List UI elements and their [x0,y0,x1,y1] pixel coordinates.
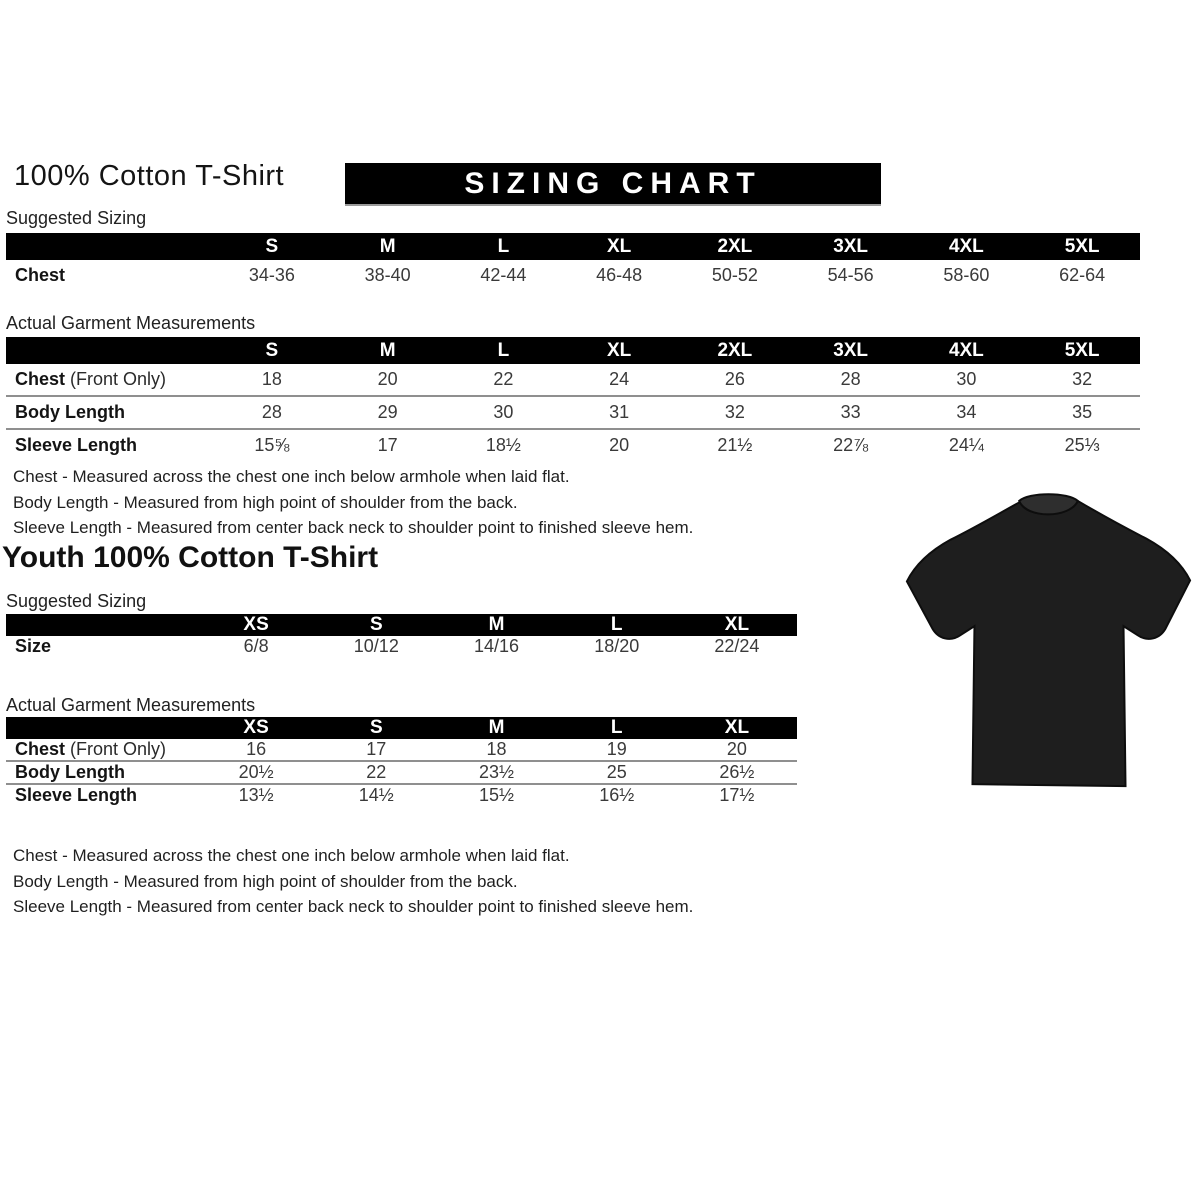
measurement-value-cell: 25 [606,762,627,782]
size-column-header: L [610,717,623,738]
measurement-value-cell: 17 [366,739,387,759]
size-column-header: L [497,235,510,257]
row-label: Chest (Front Only) [15,739,167,759]
measurement-value-cell: 25⅓ [1064,435,1100,455]
measurement-value-cell: 16 [246,739,267,759]
row-label: Body Length [15,762,125,782]
size-column-header: XL [724,614,750,635]
adult-measurement-notes [13,464,693,541]
table-header-row [6,233,1140,260]
size-column-header: XL [606,339,632,361]
black-tshirt-image [897,488,1199,806]
measurement-value-cell: 46-48 [596,265,643,285]
size-column-header: L [497,339,510,361]
measurement-value-cell: 22⅞ [833,435,869,455]
measurement-value-cell: 62-64 [1059,265,1106,285]
measurement-value-cell: 20½ [238,762,274,782]
measurement-value-cell: 26 [724,369,745,389]
row-label: Sleeve Length [15,435,138,455]
youth-actual-measurements-label: Actual Garment Measurements [6,695,256,715]
adult-measurements-table [6,337,1140,461]
sizing-chart-banner [345,163,881,206]
measurement-value-cell: 18½ [485,435,521,455]
table-header-row [6,614,797,636]
measurement-value-cell: 17½ [719,785,755,805]
size-column-header: XS [243,717,269,738]
measurement-value-cell: 34-36 [248,265,295,285]
size-column-header: 2XL [717,339,753,361]
table-row [6,739,797,762]
size-column-header: M [379,339,396,361]
youth-suggested-sizing-label: Suggested Sizing [6,591,147,611]
table-row [6,430,1140,461]
note-chest: Chest - Measured across the chest one inch below armhole when laid flat. [13,846,570,865]
table-row [6,785,797,806]
size-column-header: 2XL [717,235,753,257]
measurement-value-cell: 58-60 [943,265,990,285]
tshirt-body [907,501,1190,786]
size-column-header: S [369,717,383,738]
measurement-value-cell: 35 [1072,402,1093,422]
measurement-value-cell: 20 [609,435,630,455]
note-chest: Chest - Measured across the chest one inch below armhole when laid flat. [13,467,570,486]
measurement-value-cell: 18 [486,739,507,759]
measurement-value-cell: 15½ [478,785,515,805]
measurement-value-cell: 20 [726,739,747,759]
size-column-header: 3XL [833,235,869,257]
measurement-value-cell: 16½ [599,785,635,805]
note-sleeve-length: Sleeve Length - Measured from center back neck to shoulder point to finished sleeve hem. [13,518,694,537]
measurement-value-cell: 18/20 [594,636,640,656]
measurement-value-cell: 28 [261,402,282,422]
youth-section-title: Youth 100% Cotton T-Shirt [2,541,379,574]
size-column-header: 3XL [833,339,869,361]
measurement-value-cell: 29 [377,402,398,422]
sizing-chart-banner-text: SIZING CHART [464,166,762,200]
youth-measurement-notes [13,843,693,920]
size-column-header: XL [724,717,750,738]
table-row [6,397,1140,430]
measurement-value-cell: 31 [609,402,630,422]
measurement-value-cell: 30 [493,402,514,422]
measurement-value-cell: 14½ [358,785,394,805]
table-row [6,364,1140,397]
measurement-value-cell: 32 [724,402,745,422]
table-row [6,762,797,785]
measurement-value-cell: 21½ [717,435,753,455]
adult-suggested-sizing-table [6,233,1140,291]
measurement-value-cell: 42-44 [480,265,527,285]
measurement-value-cell: 30 [956,369,977,389]
measurement-value-cell: 32 [1072,369,1093,389]
measurement-value-cell: 22/24 [714,636,760,656]
measurement-value-cell: 38-40 [364,265,411,285]
measurement-value-cell: 10/12 [353,636,399,656]
measurement-value-cell: 28 [840,369,861,389]
size-column-header: 5XL [1064,235,1100,257]
measurement-value-cell: 18 [261,369,282,389]
row-label: Size [15,636,52,656]
measurement-value-cell: 13½ [238,785,274,805]
size-column-header: S [265,339,279,361]
adult-suggested-sizing-label: Suggested Sizing [6,208,147,228]
measurement-value-cell: 15⅝ [254,435,290,455]
note-body-length: Body Length - Measured from high point of shoulder from the back. [13,871,518,891]
note-sleeve-length: Sleeve Length - Measured from center back neck to shoulder point to finished sleeve hem. [13,897,694,916]
measurement-value-cell: 54-56 [827,265,874,285]
size-column-header: 4XL [948,235,984,257]
size-column-header: S [369,614,383,635]
measurement-value-cell: 19 [606,739,627,759]
row-label-suffix: (Front Only) [65,739,167,759]
size-column-header: M [379,235,396,257]
note-body-length: Body Length - Measured from high point of shoulder from the back. [13,492,518,512]
size-column-header: XL [606,235,632,257]
table-row [6,260,1140,291]
measurement-value-cell: 20 [377,369,398,389]
row-label: Body Length [15,402,125,422]
measurement-value-cell: 23½ [478,762,515,782]
row-label: Chest (Front Only) [15,369,167,389]
row-label: Chest [15,265,66,285]
measurement-value-cell: 24 [609,369,630,389]
size-column-header: 5XL [1064,339,1100,361]
size-column-header: S [265,235,279,257]
row-label: Sleeve Length [15,785,138,805]
row-label-suffix: (Front Only) [65,369,167,389]
measurement-value-cell: 6/8 [243,636,269,656]
size-column-header: M [488,717,505,738]
adult-actual-measurements-label: Actual Garment Measurements [6,313,256,333]
youth-measurements-table [6,717,797,806]
table-header-row [6,337,1140,364]
adult-section-title: 100% Cotton T-Shirt [14,160,285,192]
table-row [6,636,797,657]
measurement-value-cell: 17 [377,435,398,455]
size-column-header: M [488,614,505,635]
measurement-value-cell: 22 [366,762,387,782]
measurement-value-cell: 50-52 [711,265,758,285]
size-column-header: L [610,614,623,635]
table-header-row [6,717,797,739]
youth-suggested-sizing-table [6,614,797,657]
size-column-header: 4XL [948,339,984,361]
measurement-value-cell: 22 [493,369,514,389]
measurement-value-cell: 33 [840,402,861,422]
size-column-header: XS [243,614,269,635]
measurement-value-cell: 14/16 [473,636,520,656]
measurement-value-cell: 34 [956,402,977,422]
measurement-value-cell: 26½ [719,762,755,782]
measurement-value-cell: 24¼ [948,435,984,455]
